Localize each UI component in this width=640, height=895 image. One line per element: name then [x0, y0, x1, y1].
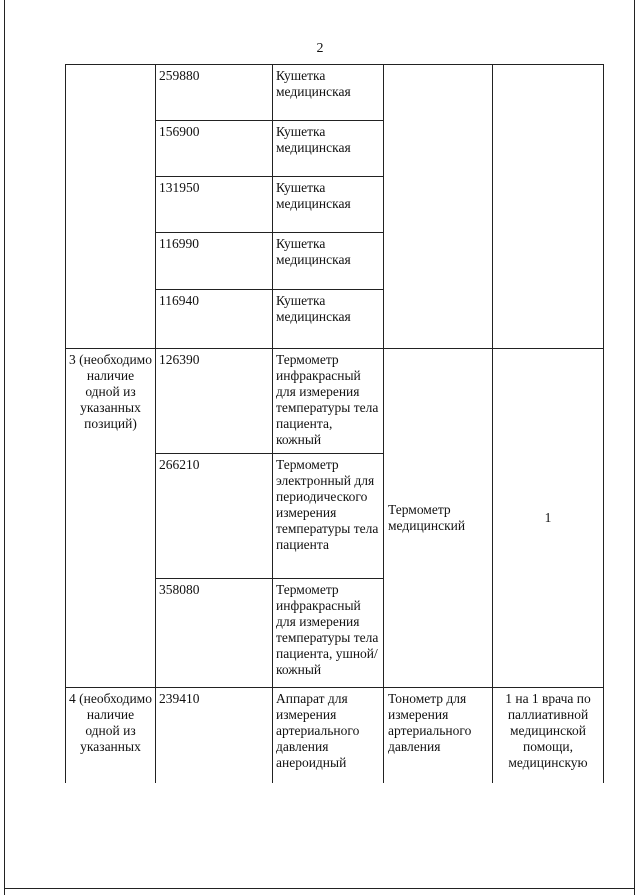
page-number: 2: [316, 41, 324, 56]
name-cell: Кушетка медицинская: [273, 65, 384, 121]
table-row: [66, 688, 604, 783]
name-cell: Аппарат для измерения артериального давления анероидный: [273, 688, 384, 783]
name-cell: Термометр электронный для периодического измерения температуры тела пациента: [273, 454, 384, 579]
code-cell: 126390: [156, 349, 273, 454]
position-cell: 4 (необходимо наличие одной из указанных: [66, 688, 156, 783]
code-cell: 116990: [156, 233, 273, 290]
code-cell: 239410: [156, 688, 273, 783]
code-cell: 266210: [156, 454, 273, 579]
quantity-cell: 1: [493, 349, 604, 688]
name-cell: Кушетка медицинская: [273, 290, 384, 349]
name-cell: Кушетка медицинская: [273, 177, 384, 233]
table-row: [66, 349, 604, 454]
equipment-table: [65, 64, 604, 783]
scan-edge-bottom: [4, 888, 635, 889]
category-cell: Термометр медицинский: [384, 349, 493, 688]
quantity-cell: 1 на 1 врача по паллиативной медицинской помощи, медицинскую: [493, 688, 604, 783]
name-cell: Термометр инфракрасный для измерения температуры тела пациента, ушной/кожный: [273, 579, 384, 688]
quantity-cell: [493, 65, 604, 349]
position-cell: 3 (необходимо наличие одной из указанных позиций): [66, 349, 156, 688]
name-cell: Кушетка медицинская: [273, 121, 384, 177]
name-cell: Термометр инфракрасный для измерения температуры тела пациента, кожный: [273, 349, 384, 454]
table-row: [66, 65, 604, 121]
scan-edge-right: [634, 0, 635, 895]
position-cell: [66, 65, 156, 349]
code-cell: 116940: [156, 290, 273, 349]
code-cell: 358080: [156, 579, 273, 688]
code-cell: 259880: [156, 65, 273, 121]
scan-edge-left: [4, 0, 5, 895]
category-cell: Тонометр для измерения артериального давления: [384, 688, 493, 783]
name-cell: Кушетка медицинская: [273, 233, 384, 290]
code-cell: 156900: [156, 121, 273, 177]
category-cell: [384, 65, 493, 349]
code-cell: 131950: [156, 177, 273, 233]
